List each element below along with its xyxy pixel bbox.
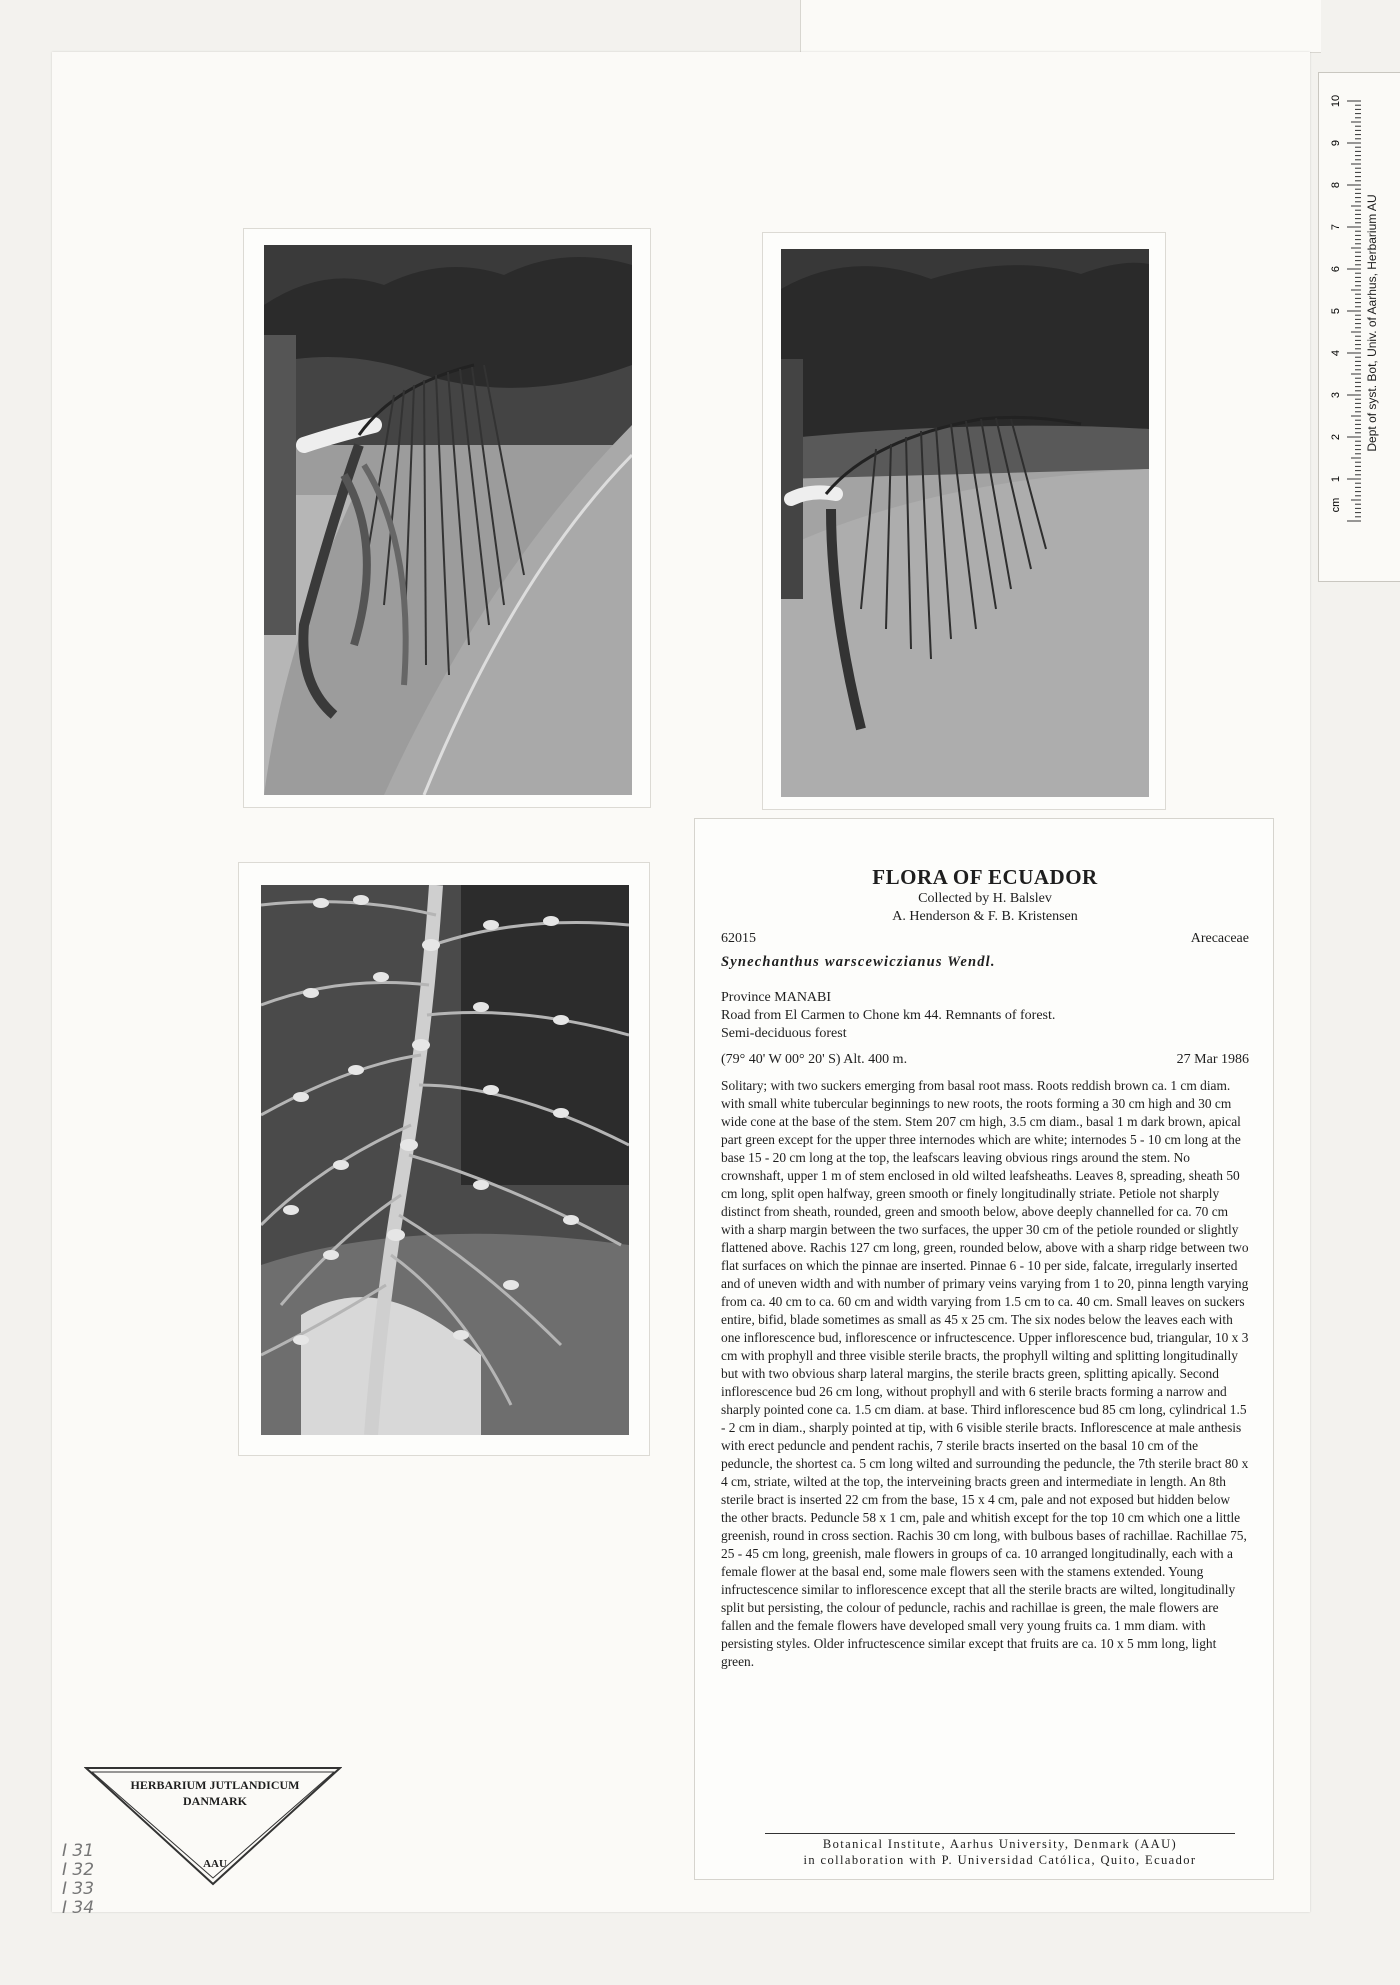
handwritten-notes bbox=[62, 1842, 132, 1918]
ruler-number: 4 bbox=[1330, 349, 1342, 357]
collaborators-line: A. Henderson & F. B. Kristensen bbox=[892, 909, 1078, 924]
ruler-caption: Dept of syst. Bot, Univ. of Aarhus, Herbarium AU bbox=[1365, 194, 1379, 452]
ruler-unit: cm bbox=[1330, 497, 1342, 513]
handwritten-note: I 31 bbox=[62, 1841, 95, 1861]
top-sheet-flap bbox=[800, 0, 1321, 53]
stamp-line-3: AAU bbox=[203, 1858, 227, 1870]
species-name: Synechanthus warscewiczianus Wendl. bbox=[721, 954, 996, 970]
photo-palm-leaf-extended bbox=[781, 249, 1149, 797]
ruler-number: 6 bbox=[1330, 265, 1342, 273]
scale-ruler bbox=[1318, 72, 1400, 582]
ruler-number: 7 bbox=[1330, 223, 1342, 231]
specimen-label bbox=[694, 818, 1274, 1880]
photo-print-2 bbox=[762, 232, 1166, 810]
photo-palm-leaf-held bbox=[264, 245, 632, 795]
ruler-number: 3 bbox=[1330, 391, 1342, 399]
locality: Road from El Carmen to Chone km 44. Remnants of forest. bbox=[721, 1008, 1056, 1023]
photo-print-3 bbox=[238, 862, 650, 1456]
specimen-description: Solitary; with two suckers emerging from basal root mass. Roots reddish brown ca. 1 cm diam. with small white tubercular beginnings to new roots, the roots forming a 30 cm high and 30 cm wide cone at the base of the stem. Stem 207 cm high, 3.5 cm diam., basal 1 m dark brown, apical part green except for the upper three internodes which are white; internodes 5 - 10 cm long at the base 15 - 20 cm long at the top, the leafscars leaving obvious rings around the stem. No crownshaft, upper 1 m of stem enclosed in old wilted leafsheaths. Leaves 8, spreading, sheath 50 cm long, split open halfway, green smooth or finely longitudinally striate. Petiole not sharply distinct from sheath, rounded, green and smooth below, above deeply channelled for ca. 70 cm with a sharp margin between the two surfaces, the upper 30 cm of the petiole rounded or slightly flattened above. Rachis 127 cm long, green, rounded below, above with a sharp ridge between two flat surfaces on which the pinnae are inserted. Pinnae 6 - 10 per side, falcate, irregularly inserted and of uneven width and with number of primary veins varying from 1 to 20, pinna length varying from ca. 40 cm to ca. 60 cm and width varying from 1.5 cm to ca. 40 cm. Small leaves on suckers entire, bifid, blade sometimes as small as 45 x 25 cm. The six nodes below the leaves each with one inflorescence bud, inflorescence or infructescence. Upper inflorescence bud, triangular, 10 x 3 cm with prophyll and three visible sterile bracts, the prophyll wilting and splitting longitudinally but with two obvious sharp lateral margins, the sterile bracts green, splitting apically. Second inflorescence bud 26 cm long, without prophyll and with 6 sterile bracts forming a narrow and sharply pointed cone ca. 1.5 cm diam. at base. Third inflorescence bud 85 cm long, cylindrical 1.5 - 2 cm in diam., sharply pointed at tip, with 6 visible sterile bracts. Inflorescence at male anthesis with erect peduncle and pendent rachis, 7 sterile bracts inserted on the basal 10 cm of the peduncle, the shortest ca. 5 cm long wilted and surrounding the peduncle, the 7th sterile bract 80 x 4 cm, striate, wilted at the top, the interveining bracts green and intermediate in length. An 8th sterile bract is inserted 22 cm from the base, 15 x 4 cm, pale and not exposed but hidden below the other bracts. Peduncle 58 x 1 cm, pale and whitish except for the top 10 cm which one a little greenish, round in cross section. Rachis 30 cm long, with bulbous bases of rachillae. Rachillae 75, 25 - 45 cm long, greenish, male flowers in groups of ca. 10 arranged longitudinally, each with a female flower at the basal end, some male flowers seen with the stamens extended. Young infructescence similar to inflorescence except that all the sterile bracts are wilted, longitudinally split but persisting, the colour of peduncle, rachis and rachillae is green, the male flowers are fallen and the female flowers have developed small very young fruits ca. 1 mm diam. with persisting styles. Older infructescence similar except that fruits are ca. 10 x 5 mm long, light green. bbox=[721, 1078, 1249, 1669]
ruler-number: 5 bbox=[1330, 307, 1342, 315]
family-name: Arecaceae bbox=[1190, 931, 1249, 946]
ruler-number: 2 bbox=[1330, 433, 1342, 441]
handwritten-note: I 33 bbox=[62, 1879, 95, 1899]
stamp-line-1: HERBARIUM JUTLANDICUM bbox=[130, 1778, 300, 1792]
label-footer bbox=[765, 1833, 1235, 1868]
province: Province MANABI bbox=[721, 990, 832, 1005]
collection-number: 62015 bbox=[721, 931, 756, 946]
habitat: Semi-deciduous forest bbox=[721, 1026, 847, 1041]
handwritten-note: I 34 bbox=[62, 1898, 95, 1918]
stamp-line-2: DANMARK bbox=[183, 1794, 247, 1808]
coordinates-altitude: (79° 40' W 00° 20' S) Alt. 400 m. bbox=[721, 1052, 908, 1067]
collection-date: 27 Mar 1986 bbox=[1176, 1052, 1249, 1067]
label-title: FLORA OF ECUADOR bbox=[872, 865, 1098, 889]
photo-print-1 bbox=[243, 228, 651, 808]
footer-institution: Botanical Institute, Aarhus University, Denmark (AAU) bbox=[822, 1837, 1178, 1851]
ruler-number: 9 bbox=[1330, 139, 1342, 147]
handwritten-note: I 32 bbox=[62, 1860, 95, 1880]
footer-collaboration: in collaboration with P. Universidad Católica, Quito, Ecuador bbox=[803, 1853, 1197, 1867]
ruler-number: 8 bbox=[1330, 181, 1342, 189]
collector-line: Collected by H. Balslev bbox=[918, 891, 1052, 906]
ruler-number: 10 bbox=[1330, 94, 1342, 108]
photo-infructescence-closeup bbox=[261, 885, 629, 1435]
ruler-ticks bbox=[1321, 91, 1361, 551]
ruler-number: 1 bbox=[1330, 475, 1342, 483]
